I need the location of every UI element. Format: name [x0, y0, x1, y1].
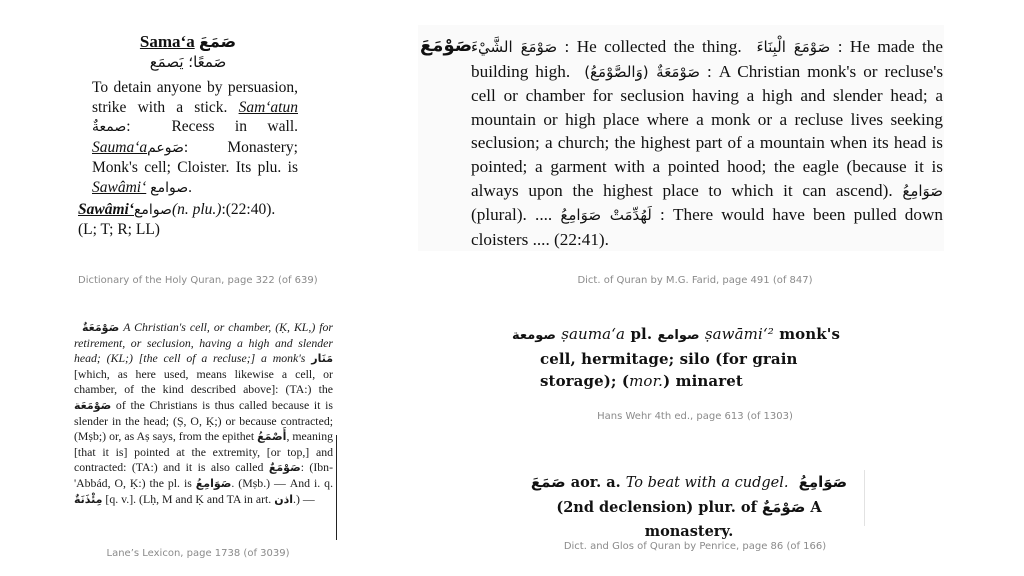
headword: Sama‘a صَمَعَ	[139, 32, 237, 51]
subentry: Sawâmi‘صوامع(n. plu.):(22:40). (L; T; R; LL)	[78, 201, 276, 238]
penrice-scan	[514, 470, 865, 540]
verb-forms: صَمعًا؛ يَصمَع	[149, 53, 227, 71]
caption-hans-wehr: Hans Wehr 4th ed., page 613 (of 1303)	[597, 411, 793, 422]
hans-wehr-scan	[512, 323, 862, 395]
caption-farid: Dict. of Quran by M.G. Farid, page 491 (of 847)	[577, 275, 813, 286]
definition-block: To detain anyone by persuasion, strike with a stick. Sam‘atun صمعةٌ: Recess in wall. Sauma‘aصَوعم: Monastery; Monk's cell; Cloister. Its plu. is Sawâmi‘ صوامع.	[92, 79, 299, 196]
dictionary-holy-quran-scan	[78, 32, 298, 264]
farid-entry-text: صَوْمَعَ الشَّيْءَ : He collected the thing. صَوْمَعَ الْبِنَاءَ : He made the building high. صَوْمَعَةٌ (وَالصَّوْمَعُ) : A Christian monk's or recluse's cell or chamber for seclusion having a high and slender head; a mountain or high place where a monk or a recluse lives seeking seclusion; a church; the highest part of a mountain when its head is pointed; a garment with a pointed hood; the eagle (because it is always upon the highest place to which it can ascend). صَوَامِعُ (plural). .... لَهُدِّمَتْ صَوَامِعُ : There would have been pulled down cloisters .... (22:41).	[471, 37, 944, 249]
penrice-entry-text: صَمَعَ aor. a. To beat with a cudgel. صَوَامِعُ (2nd declension) plur. of صَوْمَعٌ A monastery.	[530, 473, 848, 540]
lane-entry-text: صَوْمَعَةٌ A Christian's cell, or chamber, (Ḳ, KL,) for retirement, or seclusion, having a high and slender head; (KL;) [the cell of a recluse;] a monk's مَنَار [which, as here used, means likewise a cell, or chamber, of the kind described above]: (TA:) the صَوْمَعَة of the Christians is thus called because it is slender in the head; (Ṣ, O, Ḳ;) or because contracted; (Mṣb;) or, as Aṣ says, from the epithet أَصْمَعُ, meaning [that it is] pointed at the extremity, [or top,] and contracted: (TA:) and it is also called صَوْمَعٌ: (Ibn-'Abbád, O, Ḳ:) the pl. is صَوَامِعُ. (Mṣb.) — And i. q. مِئْذَنَةٌ [q. v.]. (Lḥ, M and Ḳ and TA in art. اذن.) —	[74, 320, 334, 506]
caption-penrice: Dict. and Glos of Quran by Penrice, page 86 (of 166)	[563, 541, 827, 552]
caption-dictionary-holy-quran: Dictionary of the Holy Quran, page 322 (of 639)	[78, 275, 318, 286]
lanes-lexicon-scan	[74, 320, 338, 540]
column-rule	[336, 435, 338, 540]
farid-dictionary-scan	[418, 25, 944, 251]
wehr-entry-text: صومعة ṣauma‘a pl. صوامع ṣawāmi‘² monk's cell, hermitage; silo (for grain storage); (mor.) minaret	[512, 325, 840, 390]
caption-lanes-lexicon: Lane’s Lexicon, page 1738 (of 3039)	[106, 548, 290, 559]
lemma: صَوْمَعَ	[420, 35, 473, 56]
